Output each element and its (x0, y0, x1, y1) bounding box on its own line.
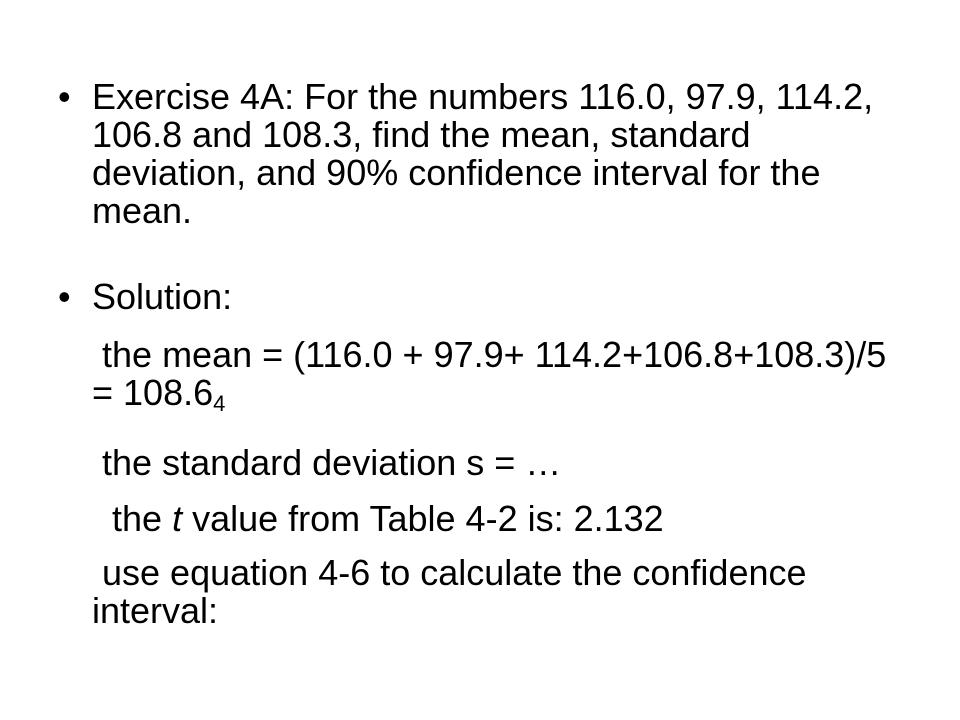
mean-subscript: 4 (213, 391, 226, 416)
equation-line: use equation 4-6 to calculate the confidence interval: (92, 552, 817, 631)
exercise-text: Exercise 4A: For the numbers 116.0, 97.9, 114.2, 106.8 and 108.3, find the mean, standard deviation, and 90% confidence interval for the mean. (92, 76, 884, 231)
t-value-line (92, 500, 912, 538)
solution-heading: Solution: (92, 276, 233, 317)
mean-line (92, 334, 912, 416)
bullet-marker: • (58, 276, 71, 317)
mean-line-text: the mean = (116.0 + 97.9+ 114.2+106.8+108.3)/5 = 108.6 (92, 334, 897, 413)
t-value-suffix: value from Table 4-2 is: 2.132 (182, 498, 664, 539)
t-symbol: t (172, 498, 183, 539)
bullet-marker: • (58, 76, 71, 117)
std-deviation-line: the standard deviation s = … (92, 442, 562, 483)
t-value-prefix: the (92, 498, 173, 539)
